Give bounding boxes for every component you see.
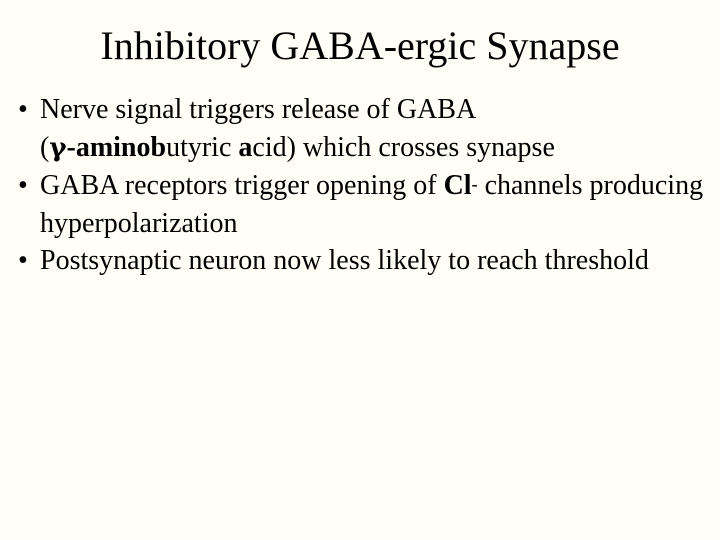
bullet-list (18, 91, 708, 280)
bullet-marker: • (18, 245, 28, 276)
bullet-text-part: ( (40, 131, 50, 163)
bullet-item-gaba-receptors (18, 167, 708, 242)
slide-title: Inhibitory GABA-ergic Synapse (100, 23, 620, 68)
bullet-marker: • (18, 170, 28, 201)
bullet-text-part: channels producing hyperpolarization (40, 170, 704, 239)
bullet-bold-part: a (238, 131, 253, 163)
bullet-text-part: cid) which crosses synapse (252, 131, 555, 163)
bullet-item-postsynaptic (18, 242, 708, 280)
bullet-text (40, 170, 703, 239)
chloride-charge: - (471, 174, 478, 194)
bullet-text-part: utyric (166, 131, 239, 163)
bullet-marker: • (18, 94, 28, 125)
bullet-text-part: Nerve signal triggers release of GABA (40, 94, 477, 125)
bullet-bold-part: -amino (66, 131, 151, 163)
bullet-text (40, 94, 555, 163)
chloride-symbol: Cl (443, 170, 472, 201)
bullet-bold-part: b (150, 131, 167, 163)
bullet-text: Postsynaptic neuron now less likely to reach threshold (40, 245, 649, 276)
bullet-text-part: GABA receptors trigger opening of (40, 170, 444, 201)
bullet-item-gaba-release (18, 91, 708, 167)
gamma-symbol: γ (49, 132, 67, 163)
